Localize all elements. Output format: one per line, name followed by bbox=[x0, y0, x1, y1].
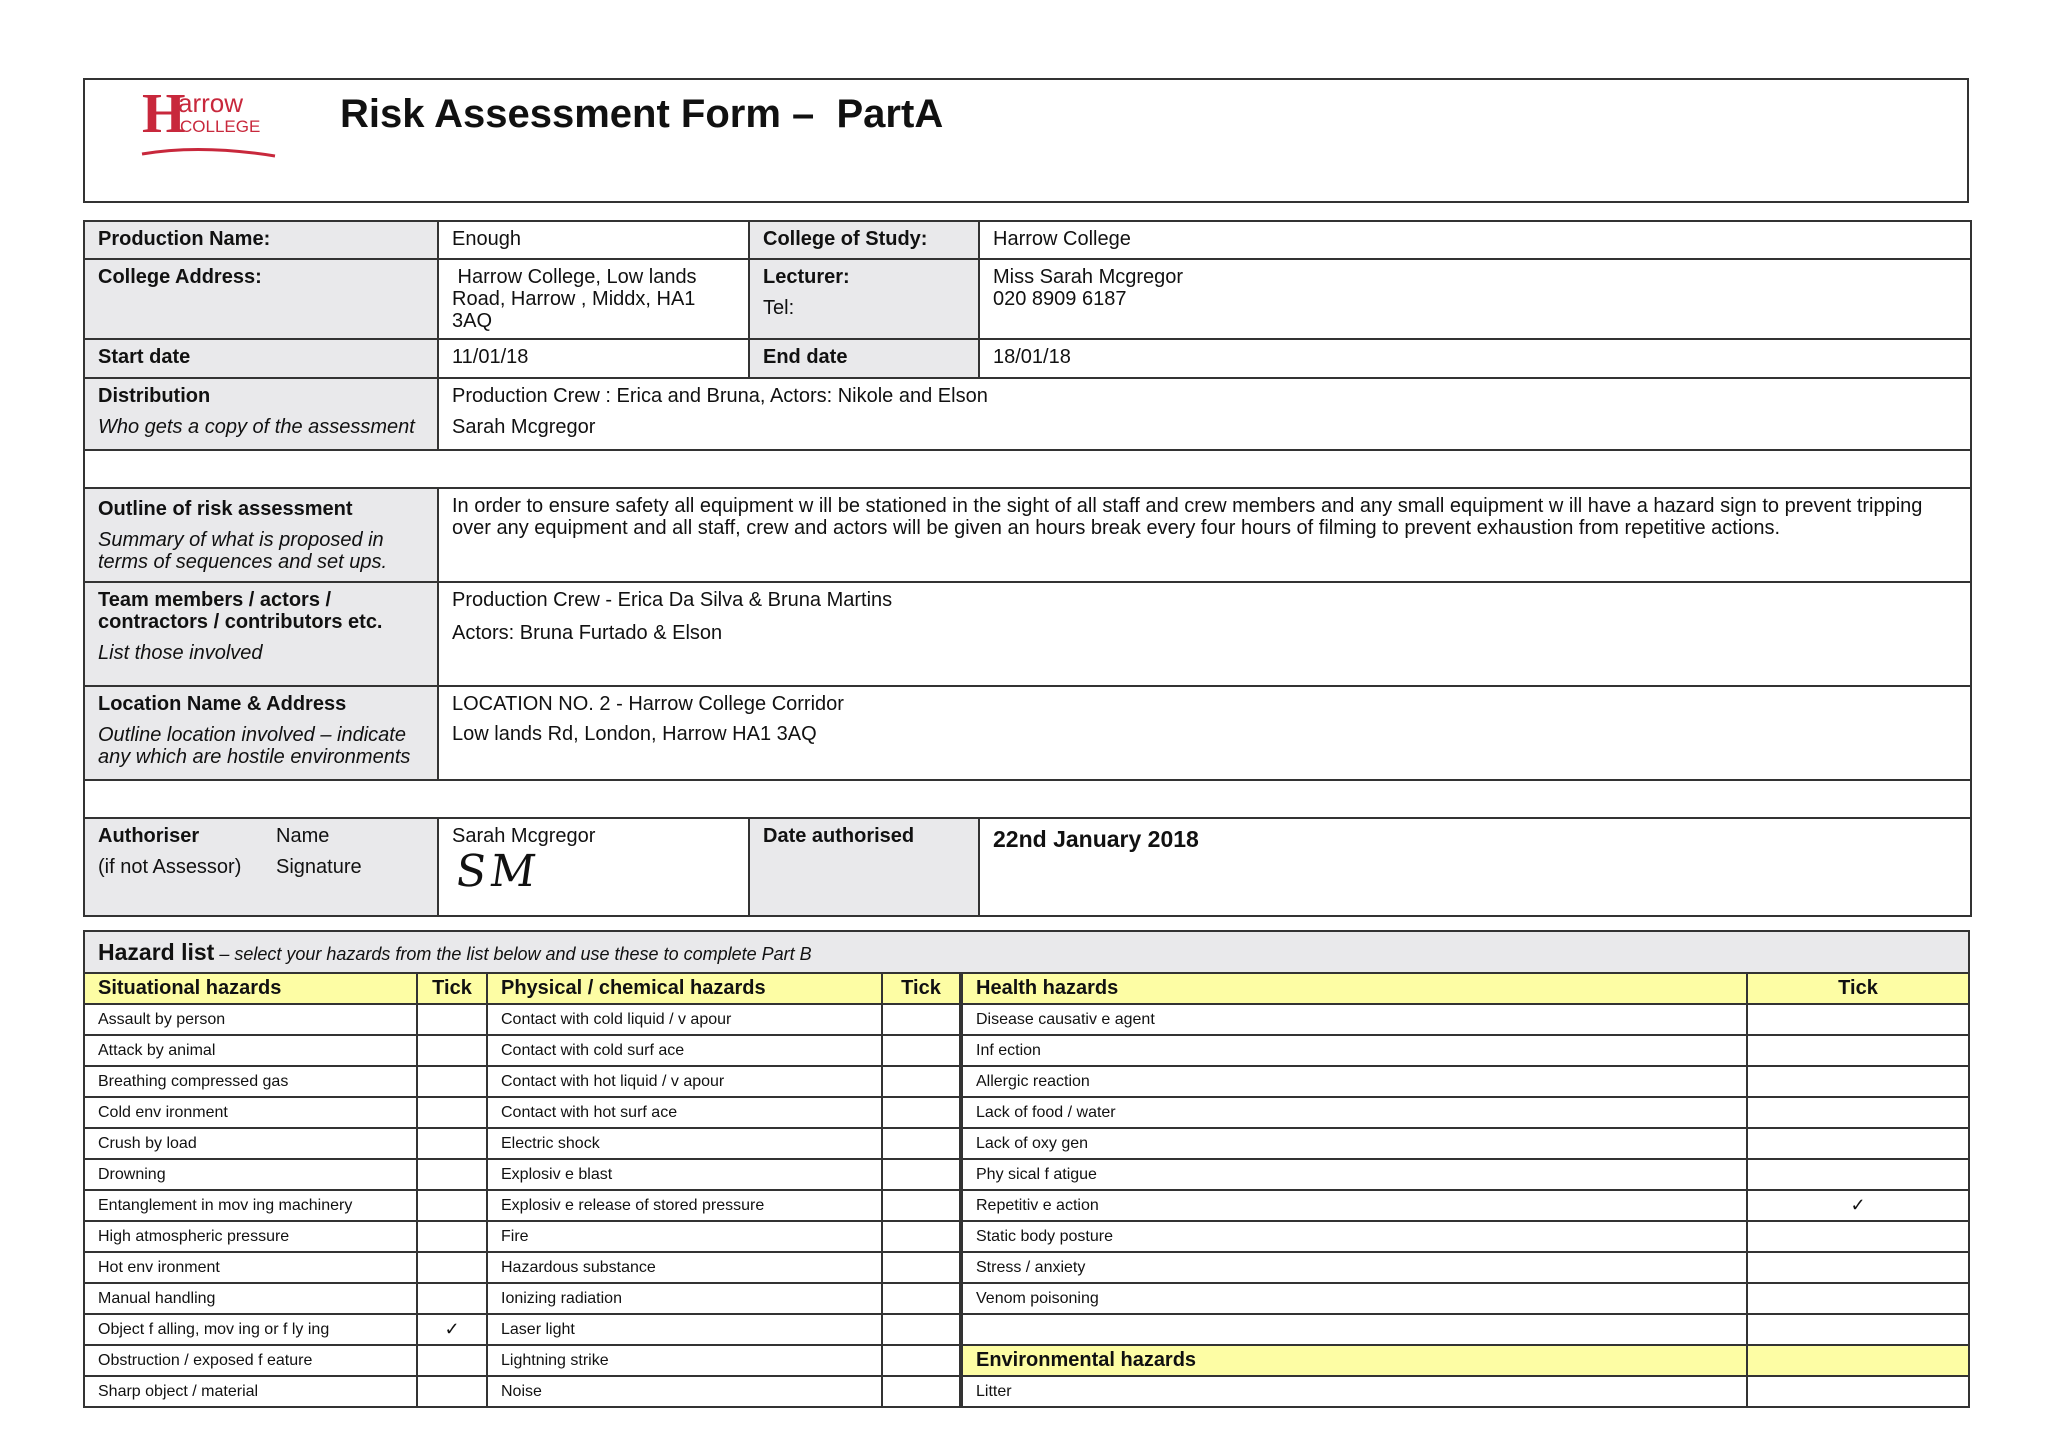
health-hazard: Stress / anxiety bbox=[961, 1252, 1747, 1283]
table-row bbox=[84, 1283, 1969, 1314]
harrow-college-logo bbox=[140, 84, 305, 164]
situational-hazard: High atmospheric pressure bbox=[84, 1221, 417, 1252]
table-row bbox=[84, 1128, 1969, 1159]
table-row bbox=[84, 1035, 1969, 1066]
physical-hazard: Contact with hot surf ace bbox=[487, 1097, 882, 1128]
col-situational: Situational hazards bbox=[84, 973, 417, 1004]
tick-box[interactable] bbox=[882, 1376, 961, 1407]
health-hazard: Repetitiv e action bbox=[961, 1190, 1747, 1221]
tick-box[interactable] bbox=[1747, 1066, 1969, 1097]
situational-hazard: Crush by load bbox=[84, 1128, 417, 1159]
location-line2: Low lands Rd, London, Harrow HA1 3AQ bbox=[452, 723, 817, 745]
situational-hazard: Drowning bbox=[84, 1159, 417, 1190]
team-line2: Actors: Bruna Furtado & Elson bbox=[452, 622, 723, 644]
tick-box[interactable] bbox=[1747, 1314, 1969, 1345]
location-label-cell bbox=[84, 686, 438, 780]
physical-hazard: Hazardous substance bbox=[487, 1252, 882, 1283]
health-hazard: Phy sical f atigue bbox=[961, 1159, 1747, 1190]
location-label: Location Name & Address bbox=[98, 693, 347, 715]
spacer-row bbox=[84, 780, 1971, 818]
table-row bbox=[84, 1221, 1969, 1252]
outline-label: Outline of risk assessment bbox=[98, 498, 353, 520]
production-name-label: Production Name: bbox=[84, 221, 438, 259]
tick-box[interactable] bbox=[882, 1035, 961, 1066]
authoriser-sub: (if not Assessor) bbox=[98, 856, 242, 878]
college-address-label: College Address: bbox=[84, 259, 438, 339]
situational-hazard: Sharp object / material bbox=[84, 1376, 417, 1407]
tick-box[interactable] bbox=[1747, 1376, 1969, 1407]
tick-box[interactable] bbox=[417, 1190, 487, 1221]
health-hazard: Lack of oxy gen bbox=[961, 1128, 1747, 1159]
table-row bbox=[84, 1004, 1969, 1035]
tick-box[interactable] bbox=[417, 1066, 487, 1097]
date-authorised-label: Date authorised bbox=[749, 818, 979, 916]
situational-hazard: Object f alling, mov ing or f ly ing bbox=[84, 1314, 417, 1345]
tick-box[interactable] bbox=[417, 1128, 487, 1159]
col-tick: Tick bbox=[417, 973, 487, 1004]
svg-text:H: H bbox=[142, 84, 186, 145]
situational-hazard: Assault by person bbox=[84, 1004, 417, 1035]
physical-hazard: Explosiv e blast bbox=[487, 1159, 882, 1190]
physical-hazard: Contact with cold liquid / v apour bbox=[487, 1004, 882, 1035]
tick-box[interactable] bbox=[882, 1345, 961, 1376]
location-sub: Outline location involved – indicate any which are hostile environments bbox=[98, 724, 411, 768]
tick-box[interactable] bbox=[882, 1066, 961, 1097]
tick-box[interactable] bbox=[417, 1221, 487, 1252]
svg-text:COLLEGE: COLLEGE bbox=[180, 117, 261, 136]
authoriser-name: Sarah Mcgregor bbox=[452, 825, 596, 847]
start-date-value: 11/01/18 bbox=[438, 339, 749, 378]
table-row bbox=[84, 1066, 1969, 1097]
authoriser-value bbox=[438, 818, 749, 916]
signature-label: Signature bbox=[276, 856, 362, 878]
college-address-line2: Road, Harrow , Middx, HA1 3AQ bbox=[452, 288, 696, 332]
tick-box[interactable] bbox=[417, 1283, 487, 1314]
health-hazard: Static body posture bbox=[961, 1221, 1747, 1252]
name-label: Name bbox=[276, 825, 330, 847]
distribution-label: Distribution bbox=[98, 385, 211, 407]
table-row bbox=[84, 1314, 1969, 1345]
health-hazard: Allergic reaction bbox=[961, 1066, 1747, 1097]
situational-hazard: Attack by animal bbox=[84, 1035, 417, 1066]
tick-box[interactable] bbox=[417, 1376, 487, 1407]
signature: SM bbox=[452, 846, 543, 897]
tick-box[interactable]: ✓ bbox=[417, 1314, 487, 1345]
health-hazard: Lack of food / water bbox=[961, 1097, 1747, 1128]
table-row bbox=[84, 1376, 1969, 1407]
health-hazard: Litter bbox=[961, 1376, 1747, 1407]
health-hazard bbox=[961, 1314, 1747, 1345]
col-physical: Physical / chemical hazards bbox=[487, 973, 882, 1004]
hazard-list-subtitle: – select your hazards from the list below and use these to complete Part B bbox=[214, 943, 812, 964]
tick-box[interactable] bbox=[1747, 1128, 1969, 1159]
col-environmental: Environmental hazards bbox=[961, 1345, 1747, 1376]
tick-box[interactable]: ✓ bbox=[1747, 1190, 1969, 1221]
situational-hazard: Cold env ironment bbox=[84, 1097, 417, 1128]
authoriser-label: Authoriser bbox=[98, 825, 200, 847]
physical-hazard: Contact with hot liquid / v apour bbox=[487, 1066, 882, 1097]
production-name-value: Enough bbox=[438, 221, 749, 259]
physical-hazard: Explosiv e release of stored pressure bbox=[487, 1190, 882, 1221]
team-value bbox=[438, 582, 1971, 686]
physical-hazard: Lightning strike bbox=[487, 1345, 882, 1376]
project-info-table bbox=[83, 220, 1972, 917]
distribution-line1: Production Crew : Erica and Bruna, Actors: Nikole and Elson bbox=[452, 385, 988, 407]
tick-box[interactable] bbox=[417, 1252, 487, 1283]
tick-box[interactable] bbox=[417, 1035, 487, 1066]
col-health: Health hazards bbox=[961, 973, 1747, 1004]
tel-label: Tel: bbox=[763, 297, 795, 319]
table-row bbox=[84, 1345, 1969, 1376]
physical-hazard: Contact with cold surf ace bbox=[487, 1035, 882, 1066]
tick-box[interactable] bbox=[1747, 1035, 1969, 1066]
tick-box[interactable] bbox=[1747, 1252, 1969, 1283]
lecturer-value bbox=[979, 259, 1971, 339]
tick-box[interactable] bbox=[882, 1097, 961, 1128]
tick-box[interactable] bbox=[1747, 1221, 1969, 1252]
table-row bbox=[84, 1190, 1969, 1221]
page-title: Risk Assessment Form – PartA bbox=[340, 92, 944, 136]
hazard-rows bbox=[84, 1004, 1969, 1407]
physical-hazard: Laser light bbox=[487, 1314, 882, 1345]
tick-box[interactable] bbox=[882, 1314, 961, 1345]
team-sub: List those involved bbox=[98, 642, 263, 664]
team-label-cell bbox=[84, 582, 438, 686]
tick-box[interactable] bbox=[882, 1221, 961, 1252]
physical-hazard: Fire bbox=[487, 1221, 882, 1252]
tick-box[interactable] bbox=[417, 1159, 487, 1190]
tick-box[interactable] bbox=[417, 1097, 487, 1128]
health-hazard: Venom poisoning bbox=[961, 1283, 1747, 1314]
situational-hazard: Entanglement in mov ing machinery bbox=[84, 1190, 417, 1221]
spacer-row bbox=[84, 450, 1971, 488]
college-address-value bbox=[438, 259, 749, 339]
end-date-value: 18/01/18 bbox=[979, 339, 1971, 378]
health-hazard: Disease causativ e agent bbox=[961, 1004, 1747, 1035]
svg-text:arrow: arrow bbox=[178, 88, 244, 118]
college-study-label: College of Study: bbox=[749, 221, 979, 259]
hazard-list-title: Hazard list bbox=[98, 938, 215, 965]
physical-hazard: Ionizing radiation bbox=[487, 1283, 882, 1314]
date-authorised-value: 22nd January 2018 bbox=[979, 818, 1971, 916]
location-value bbox=[438, 686, 1971, 780]
distribution-value bbox=[438, 378, 1971, 450]
tick-box[interactable] bbox=[417, 1004, 487, 1035]
situational-hazard: Breathing compressed gas bbox=[84, 1066, 417, 1097]
table-row bbox=[84, 1252, 1969, 1283]
hazard-list-table bbox=[83, 930, 1970, 1408]
team-label: Team members / actors / contractors / contributors etc. bbox=[98, 589, 383, 633]
table-row bbox=[84, 1159, 1969, 1190]
tick-box[interactable] bbox=[882, 1190, 961, 1221]
hazard-list-title-cell bbox=[84, 931, 1969, 973]
tick-box[interactable] bbox=[882, 1252, 961, 1283]
physical-hazard: Electric shock bbox=[487, 1128, 882, 1159]
tick-box[interactable] bbox=[1747, 1097, 1969, 1128]
col-tick: Tick bbox=[882, 973, 961, 1004]
lecturer-tel: 020 8909 6187 bbox=[993, 288, 1127, 310]
outline-sub: Summary of what is proposed in terms of sequences and set ups. bbox=[98, 529, 388, 573]
health-hazard: Inf ection bbox=[961, 1035, 1747, 1066]
outline-label-cell bbox=[84, 488, 438, 582]
tick-box[interactable] bbox=[882, 1004, 961, 1035]
col-tick: Tick bbox=[1747, 973, 1969, 1004]
tick-box[interactable] bbox=[1747, 1283, 1969, 1314]
location-line1: LOCATION NO. 2 - Harrow College Corridor bbox=[452, 693, 844, 715]
tick-box[interactable] bbox=[1747, 1159, 1969, 1190]
tick-box[interactable] bbox=[882, 1283, 961, 1314]
team-line1: Production Crew - Erica Da Silva & Bruna Martins bbox=[452, 589, 893, 611]
physical-hazard: Noise bbox=[487, 1376, 882, 1407]
distribution-label-cell bbox=[84, 378, 438, 450]
lecturer-label-cell bbox=[749, 259, 979, 339]
authoriser-label-cell bbox=[84, 818, 438, 916]
end-date-label: End date bbox=[749, 339, 979, 378]
tick-box[interactable] bbox=[1747, 1004, 1969, 1035]
distribution-sub: Who gets a copy of the assessment bbox=[98, 416, 415, 438]
situational-hazard: Hot env ironment bbox=[84, 1252, 417, 1283]
outline-text: In order to ensure safety all equipment w ill be stationed in the sight of all staff and crew members and any small equipment w ill have a hazard sign to prevent tripping over any equipment and all staff, crew and actors will be given an hours break every four hours of filming to prevent exhaustion from repetitive actions. bbox=[438, 488, 1971, 582]
tick-box[interactable] bbox=[417, 1345, 487, 1376]
table-row bbox=[84, 1097, 1969, 1128]
environmental-tick-box[interactable] bbox=[1747, 1345, 1969, 1376]
tick-box[interactable] bbox=[882, 1159, 961, 1190]
tick-box[interactable] bbox=[882, 1128, 961, 1159]
lecturer-label: Lecturer: bbox=[763, 266, 850, 288]
distribution-line2: Sarah Mcgregor bbox=[452, 416, 596, 438]
situational-hazard: Manual handling bbox=[84, 1283, 417, 1314]
lecturer-name: Miss Sarah Mcgregor bbox=[993, 266, 1184, 288]
college-address-line1: Harrow College, Low lands bbox=[452, 266, 697, 288]
situational-hazard: Obstruction / exposed f eature bbox=[84, 1345, 417, 1376]
start-date-label: Start date bbox=[84, 339, 438, 378]
college-study-value: Harrow College bbox=[979, 221, 1971, 259]
